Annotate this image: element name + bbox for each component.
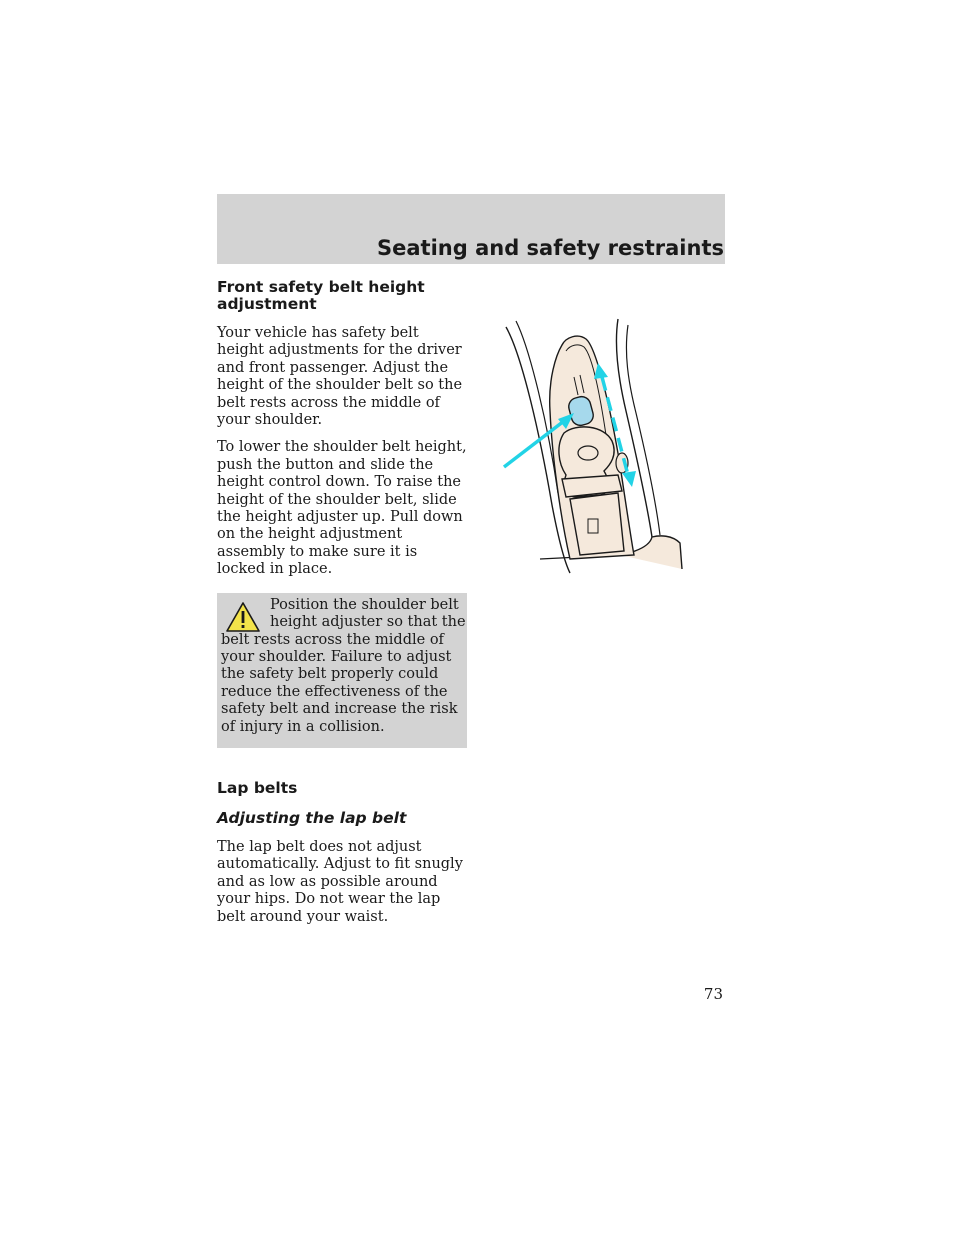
heading-lap-belts: Lap belts: [217, 778, 298, 797]
belt-height-adjuster-illustration: [500, 315, 690, 575]
main-content: [217, 279, 467, 936]
heading-line-1: Front safety belt height: [217, 278, 425, 296]
header-band: [217, 194, 725, 264]
warning-line-1: Position the shoulder belt: [270, 596, 459, 613]
subheading-adjusting-lap-belt: Adjusting the lap belt: [217, 808, 407, 827]
paragraph-lower-raise: To lower the shoulder belt height, push the button and slide the height control down. To raise the height of the shoulder belt, slide the height adjuster up. Pull down on the height adjustment assembly to make sure it is locked in place.: [217, 439, 467, 578]
paragraph-intro: Your vehicle has safety belt height adjustments for the driver and front passenger. Adjust the height of the shoulder belt so the belt rests across the middle of your shoulder.: [217, 325, 463, 429]
warning-box: [217, 593, 467, 748]
warning-triangle-icon: [225, 601, 261, 633]
heading-front-belt-height: [217, 279, 467, 313]
paragraph-lap-belt: The lap belt does not adjust automatically. Adjust to fit snugly and as low as possible around your hips. Do not wear the lap belt around your waist.: [217, 838, 463, 925]
section-title: Seating and safety restraints: [377, 236, 724, 260]
warning-line-2: height adjuster so that the: [270, 614, 466, 631]
heading-line-2: adjustment: [217, 295, 317, 313]
page-number: 73: [703, 985, 723, 1003]
warning-rest: belt rests across the middle of your shoulder. Failure to adjust the safety belt properly could reduce the effectiveness of the safety belt and increase the risk of injury in a collision.: [221, 631, 458, 735]
